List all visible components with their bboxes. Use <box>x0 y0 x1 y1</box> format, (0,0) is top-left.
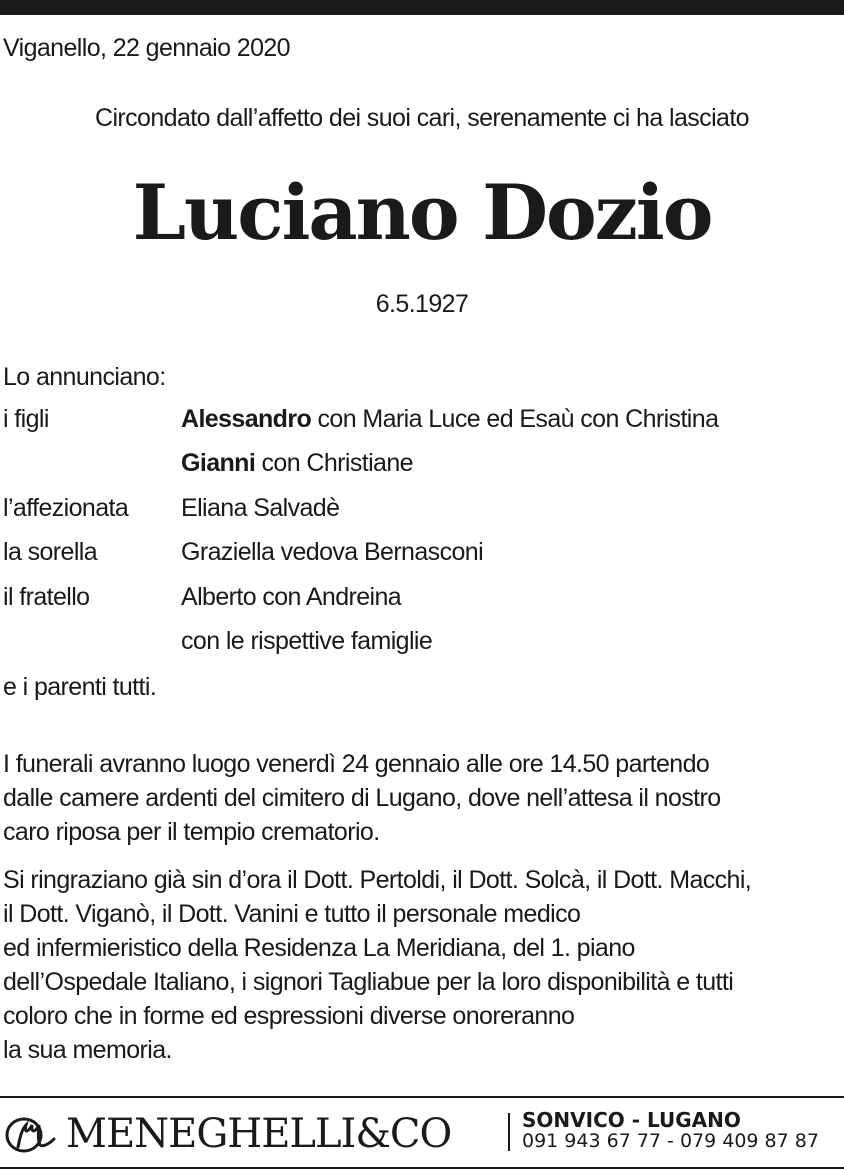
family-member <box>181 626 432 656</box>
closing-text: e i parenti tutti. <box>3 673 157 701</box>
member-detail: con Christiane <box>255 449 413 477</box>
thanks-line: ed infermieristico della Residenza La Meridiana, del 1. piano <box>3 934 635 962</box>
family-member <box>181 404 718 434</box>
footer-divider <box>508 1113 510 1151</box>
intro-text: Circondato dall’affetto dei suoi cari, serenamente ci ha lasciato <box>95 104 749 132</box>
top-rule <box>0 0 844 15</box>
thanks-line: Si ringraziano già sin d’ora il Dott. Pertoldi, il Dott. Solcà, il Dott. Macchi, <box>3 866 752 894</box>
announce-label: Lo annunciano: <box>3 363 166 391</box>
member-detail: con Maria Luce ed Esaù con Christina <box>311 405 719 433</box>
thanks-line: la sua memoria. <box>3 1036 172 1064</box>
company-phones: 091 943 67 77 - 079 409 87 87 <box>522 1130 819 1152</box>
thanks-line: il Dott. Viganò, il Dott. Vanini e tutto il personale medico <box>3 900 581 928</box>
funeral-home-footer <box>0 1103 844 1163</box>
funeral-line: dalle camere ardenti del cimitero di Lugano, dove nell’attesa il nostro <box>3 784 721 812</box>
member-detail: Graziella vedova Bernasconi <box>181 538 484 566</box>
company-name: MENEGHELLI&CO <box>66 1111 452 1157</box>
relation-label: i figli <box>3 405 49 433</box>
family-member <box>181 448 413 478</box>
footer-bottom-rule <box>0 1167 844 1169</box>
thanks-line: coloro che in forme ed espressioni diverse onoreranno <box>3 1002 575 1030</box>
member-detail: Alberto con Andreina <box>181 583 402 611</box>
member-name-bold: Alessandro <box>181 405 312 433</box>
monogram-logo-icon <box>4 1115 60 1155</box>
member-detail: Eliana Salvadè <box>181 494 340 522</box>
company-location: SONVICO - LUGANO <box>522 1108 741 1132</box>
deceased-name: Luciano Dozio <box>132 168 712 257</box>
relation-label: l’affezionata <box>3 494 129 522</box>
thanks-line: dell’Ospedale Italiano, i signori Tagliabue per la loro disponibilità e tutti <box>3 968 734 996</box>
relation-label: la sorella <box>3 538 98 566</box>
funeral-line: I funerali avranno luogo venerdì 24 gennaio alle ore 14.50 partendo <box>3 750 710 778</box>
funeral-paragraph <box>3 747 843 849</box>
thanks-paragraph <box>3 863 843 1067</box>
member-detail: con le rispettive famiglie <box>181 627 433 655</box>
member-name-bold: Gianni <box>181 449 256 477</box>
place-date: Viganello, 22 gennaio 2020 <box>3 34 290 62</box>
family-member <box>181 582 401 612</box>
relation-label: il fratello <box>3 583 90 611</box>
footer-top-rule <box>0 1096 844 1098</box>
birth-date: 6.5.1927 <box>375 290 469 318</box>
funeral-line: caro riposa per il tempio crematorio. <box>3 818 380 846</box>
family-member <box>181 537 483 567</box>
family-member <box>181 493 339 523</box>
